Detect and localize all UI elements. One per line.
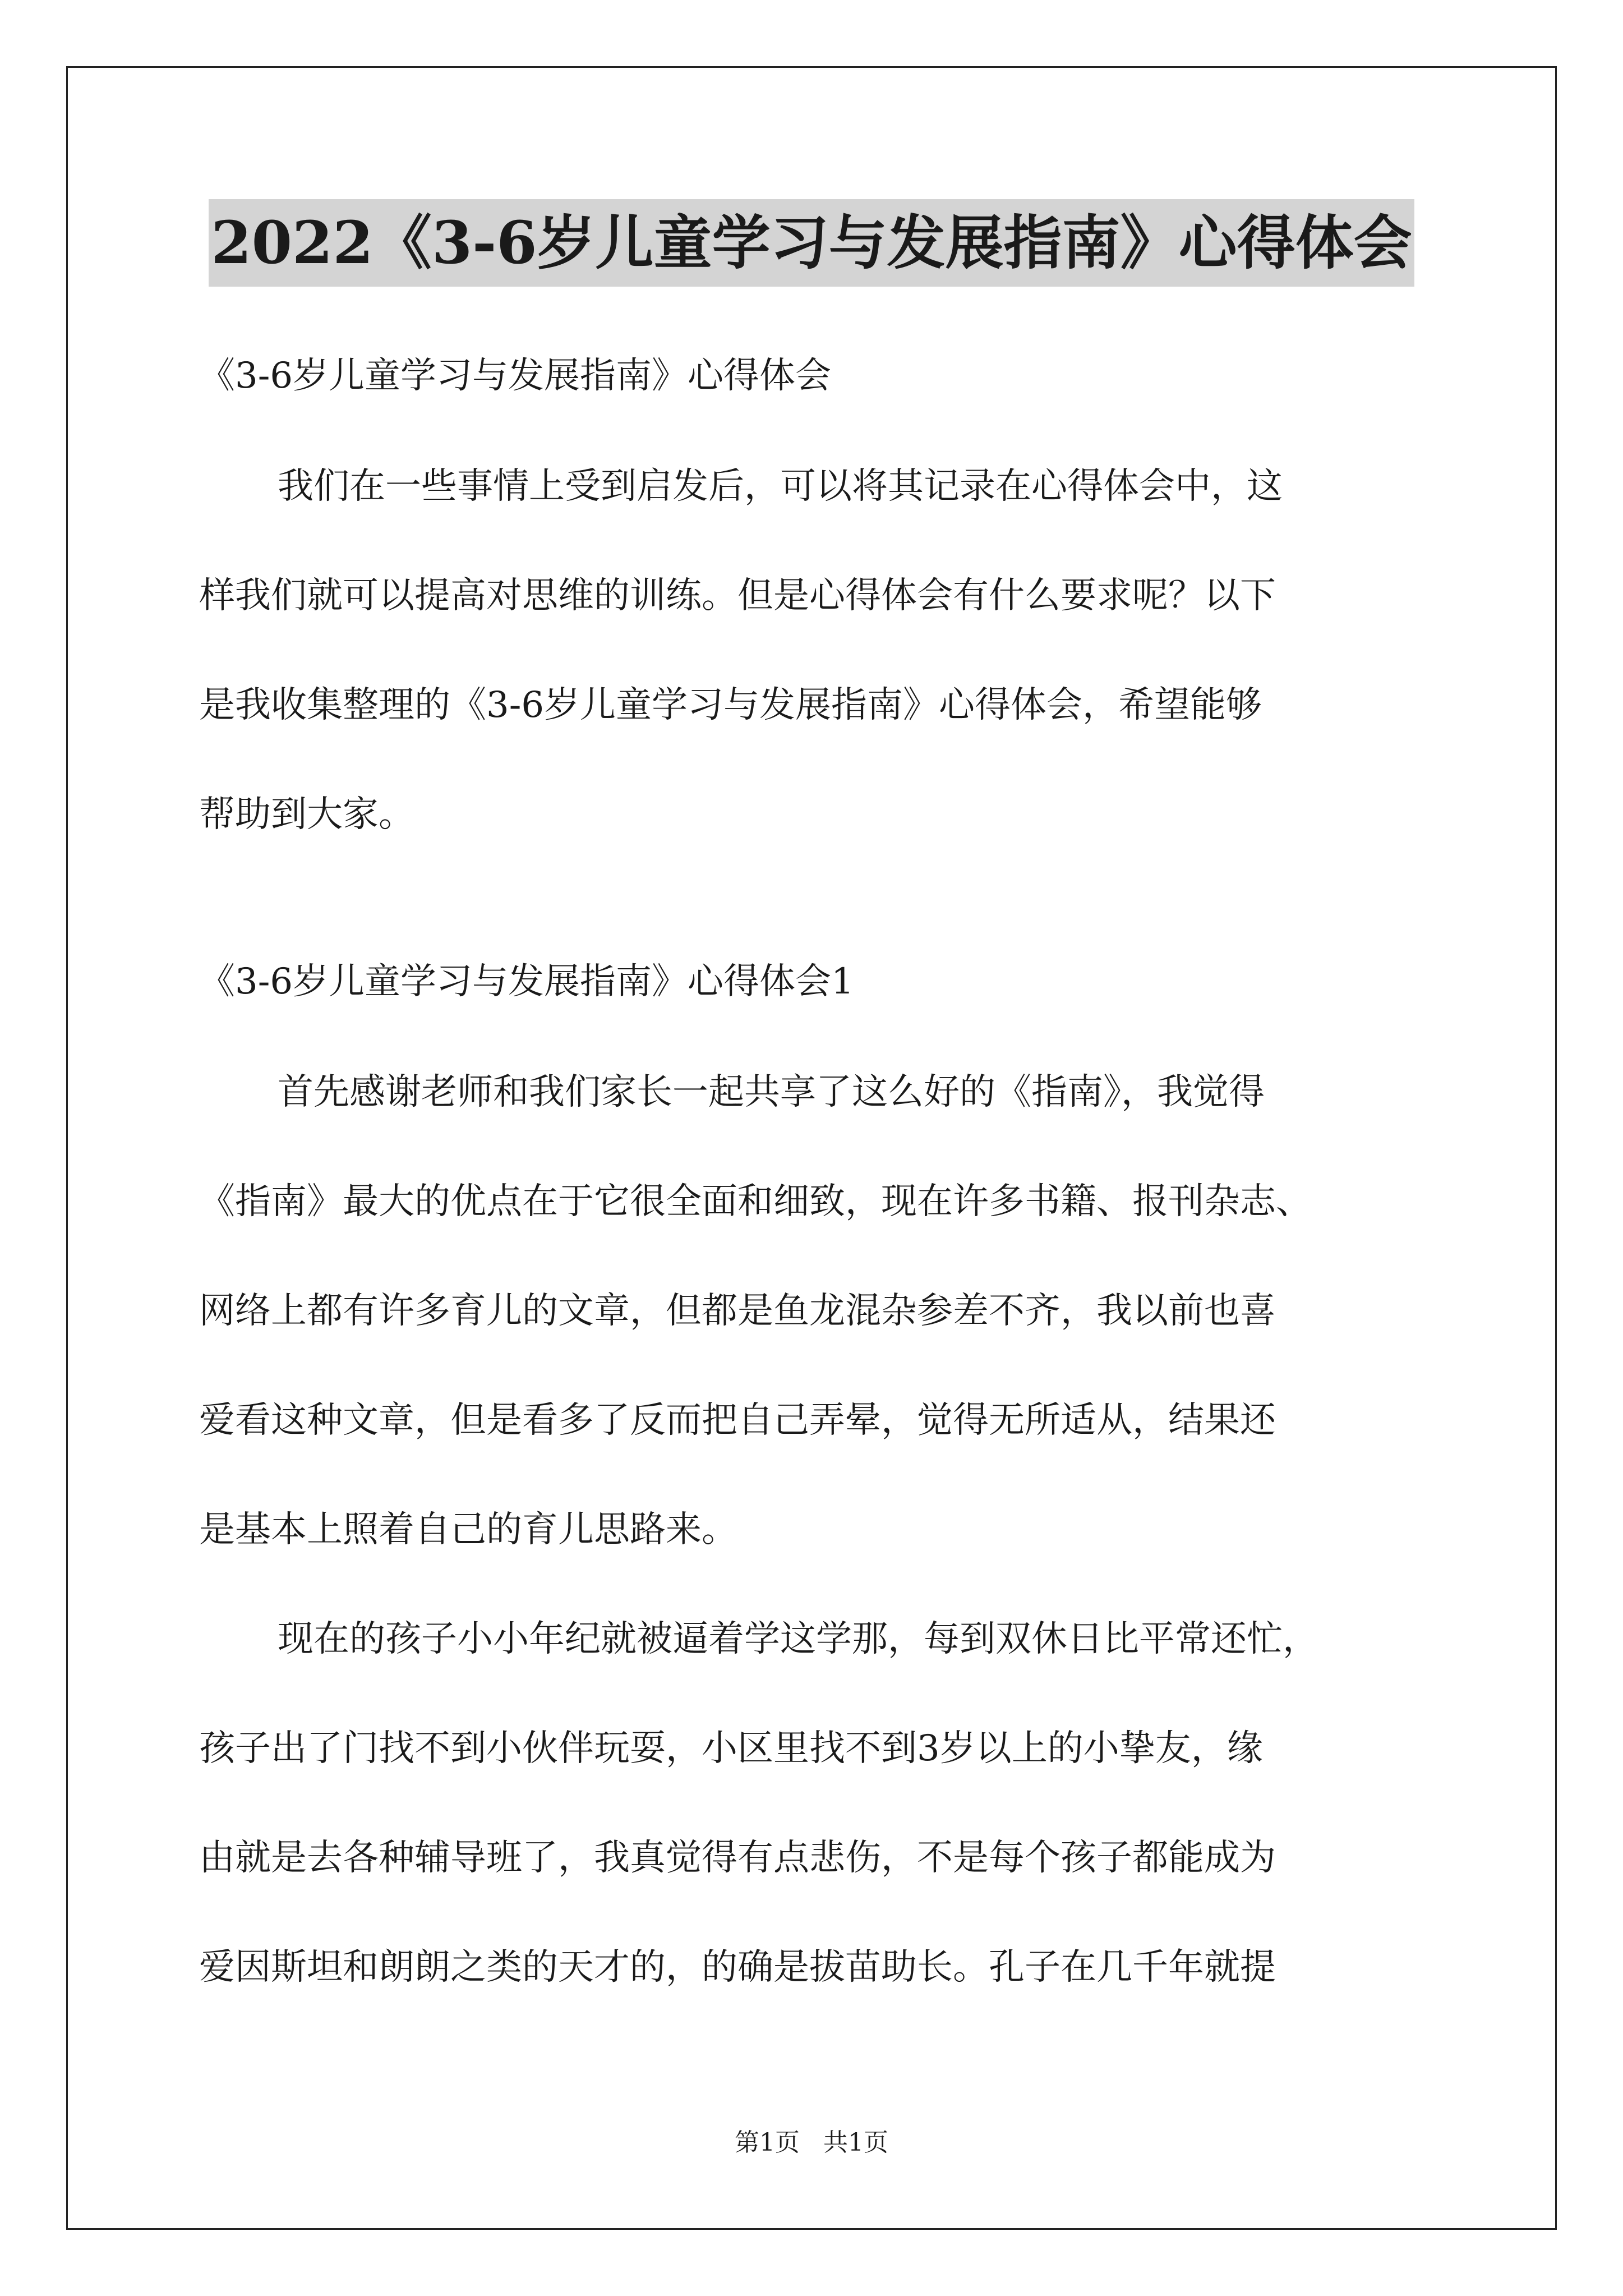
paragraph-line: 《指南》最大的优点在于它很全面和细致，现在许多书籍、报刊杂志、 <box>199 1181 1312 1222</box>
paragraph-line: 样我们就可以提高对思维的训练。但是心得体会有什么要求呢？以下 <box>199 575 1276 616</box>
section1-heading: 《3-6岁儿童学习与发展指南》心得体会1 <box>199 961 854 1002</box>
paragraph-line: 爱看这种文章，但是看多了反而把自己弄晕，觉得无所适从，结果还 <box>199 1400 1276 1441</box>
paragraph-line: 帮助到大家。 <box>199 794 414 835</box>
paragraph-line: 我们在一些事情上受到启发后，可以将其记录在心得体会中，这 <box>278 466 1283 507</box>
page-number: 第1页 <box>735 2128 800 2157</box>
document-body <box>199 337 1427 2022</box>
page-total: 共1页 <box>823 2128 888 2157</box>
section1-paragraph-1 <box>199 1038 1427 1585</box>
paragraph-line: 网络上都有许多育儿的文章，但都是鱼龙混杂参差不齐，我以前也喜 <box>199 1290 1276 1332</box>
page-footer <box>0 2126 1623 2160</box>
paragraph-line: 是基本上照着自己的育儿思路来。 <box>199 1509 737 1550</box>
paragraph-line: 孩子出了门找不到小伙伴玩耍，小区里找不到3岁以上的小挚友，缘 <box>199 1728 1263 1769</box>
section1-paragraph-2 <box>199 1585 1427 2022</box>
paragraph-line: 爱因斯坦和朗朗之类的天才的，的确是拔苗助长。孔子在几千年就提 <box>199 1947 1276 1988</box>
intro-paragraph <box>199 432 1427 869</box>
title-container <box>0 199 1623 287</box>
paragraph-line: 首先感谢老师和我们家长一起共享了这么好的《指南》，我觉得 <box>278 1071 1265 1113</box>
intro-heading: 《3-6岁儿童学习与发展指南》心得体会 <box>199 355 832 397</box>
paragraph-line: 现在的孩子小小年纪就被逼着学这学那，每到双休日比平常还忙， <box>278 1618 1318 1660</box>
paragraph-line: 由就是去各种辅导班了，我真觉得有点悲伤，不是每个孩子都能成为 <box>199 1837 1276 1879</box>
document-title: 2022《3-6岁儿童学习与发展指南》心得体会 <box>209 199 1414 287</box>
paragraph-line: 是我收集整理的《3-6岁儿童学习与发展指南》心得体会，希望能够 <box>199 684 1262 726</box>
section-spacer <box>199 869 1427 942</box>
